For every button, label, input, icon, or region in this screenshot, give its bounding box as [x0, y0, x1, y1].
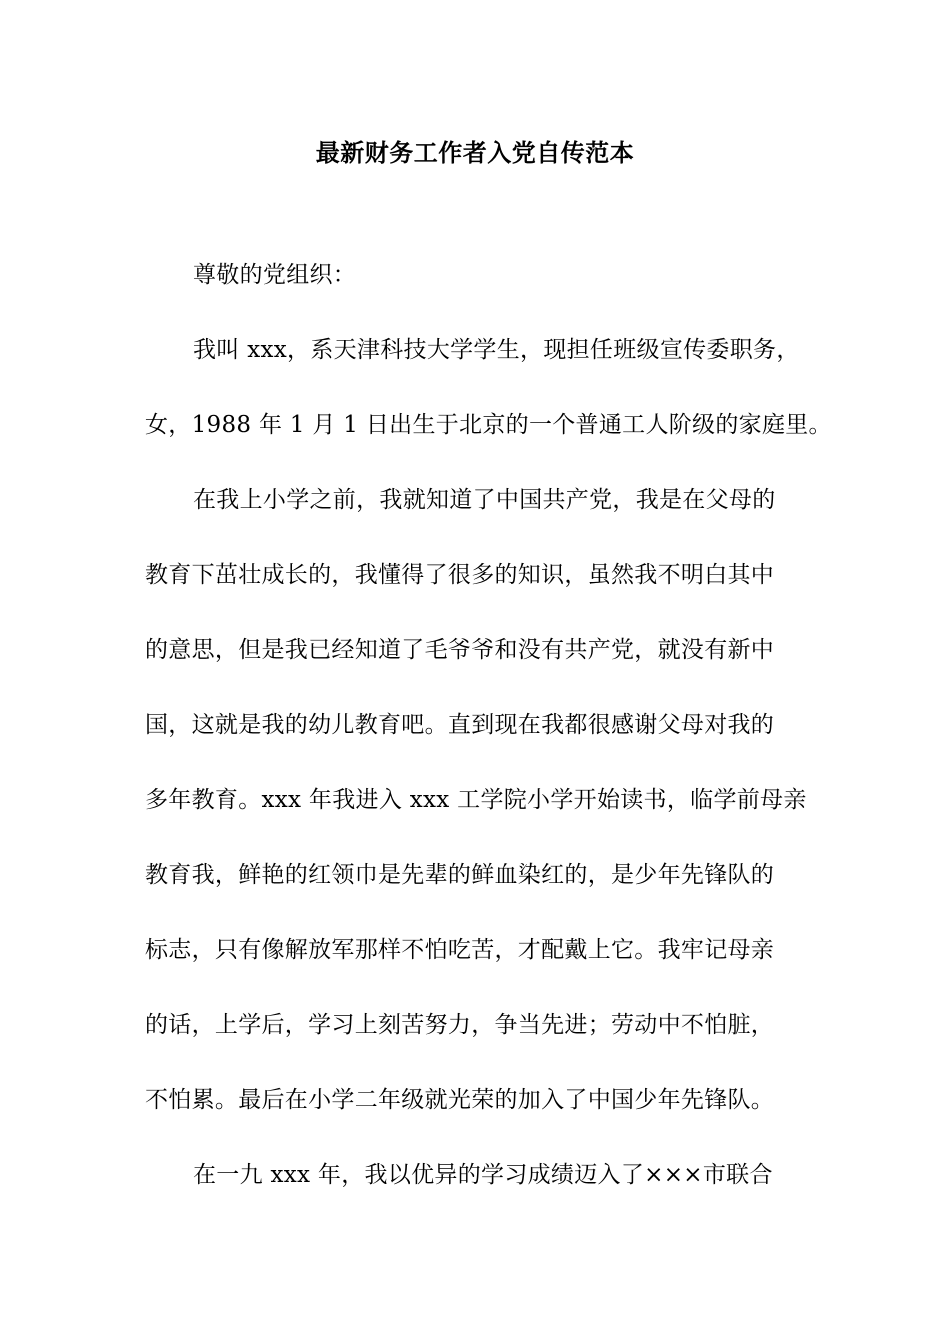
- text-line: 不怕累。最后在小学二年级就光荣的加入了中国少年先锋队。: [145, 1087, 775, 1113]
- text-line: 我叫 xxx，系天津科技大学学生，现担任班级宣传委职务，: [193, 337, 800, 363]
- text-line: 的意思，但是我已经知道了毛爷爷和没有共产党，就没有新中: [145, 637, 775, 663]
- text-line: 标志，只有像解放军那样不怕吃苦，才配戴上它。我牢记母亲: [145, 937, 775, 963]
- document-title: 最新财务工作者入党自传范本: [315, 138, 635, 167]
- text-line: 在我上小学之前，我就知道了中国共产党，我是在父母的: [193, 487, 776, 513]
- document-body: [145, 255, 832, 1230]
- text-line: 国，这就是我的幼儿教育吧。直到现在我都很感谢父母对我的: [145, 712, 775, 738]
- text-line-salutation: 尊敬的党组织：: [193, 262, 357, 288]
- text-line: 多年教育。xxx 年我进入 xxx 工学院小学开始读书，临学前母亲: [145, 787, 807, 813]
- text-line: 在一九 xxx 年，我以优异的学习成绩迈入了×××市联合: [193, 1162, 773, 1188]
- text-line: 教育下茁壮成长的，我懂得了很多的知识，虽然我不明白其中: [145, 562, 775, 588]
- text-line: 女，1988 年 1 月 1 日出生于北京的一个普通工人阶级的家庭里。: [145, 412, 832, 438]
- text-line: 教育我，鲜艳的红领巾是先辈的鲜血染红的，是少年先锋队的: [145, 862, 775, 888]
- text-line: 的话，上学后，学习上刻苦努力，争当先进；劳动中不怕脏，: [145, 1012, 775, 1038]
